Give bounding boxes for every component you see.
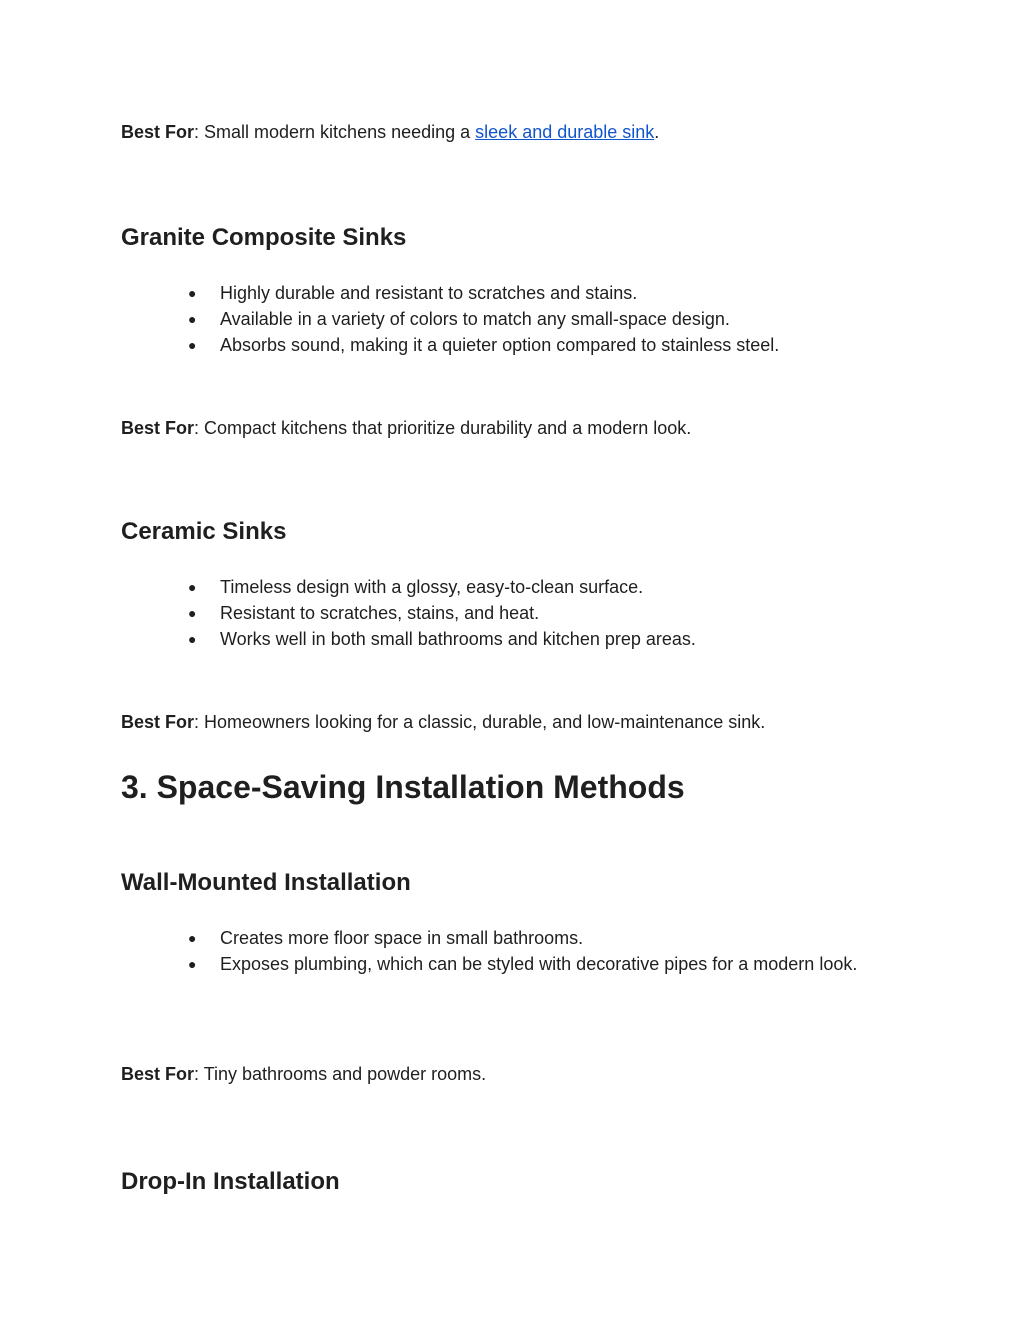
list-item: ● Absorbs sound, making it a quieter option compared to stainless steel. (188, 332, 908, 358)
list-item: ● Works well in both small bathrooms and kitchen prep areas. (188, 626, 908, 652)
intro-text: : Small modern kitchens needing a (194, 122, 476, 142)
wall-mounted-best-for: Best For: Tiny bathrooms and powder rooms. (121, 1064, 487, 1084)
bullet-icon: ● (188, 337, 197, 353)
bullet-icon: ● (188, 311, 197, 327)
best-for-label: Best For (121, 122, 195, 142)
best-for-label: Best For (121, 712, 195, 732)
best-for-label: Best For (121, 418, 195, 438)
bullet-icon: ● (188, 285, 197, 301)
bullet-icon: ● (188, 930, 197, 946)
section-3-heading: 3. Space-Saving Installation Methods (121, 769, 685, 805)
bullet-icon: ● (188, 605, 197, 621)
list-item: ● Highly durable and resistant to scratches and stains. (188, 280, 908, 306)
list-item: ● Timeless design with a glossy, easy-to-clean surface. (188, 574, 908, 600)
list-item: ● Available in a variety of colors to match any small-space design. (188, 306, 908, 332)
list-item: ● Resistant to scratches, stains, and heat. (188, 600, 908, 626)
wall-mounted-list (188, 925, 908, 977)
best-for-label: Best For (121, 1064, 195, 1084)
ceramic-heading: Ceramic Sinks (121, 518, 287, 545)
granite-list (188, 280, 908, 358)
intro-best-for (121, 121, 659, 143)
ceramic-best-for: Best For: Homeowners looking for a classic, durable, and low-maintenance sink. (121, 712, 766, 732)
list-item: ● Creates more floor space in small bathrooms. (188, 925, 908, 951)
intro-text-end: . (654, 122, 660, 142)
granite-heading: Granite Composite Sinks (121, 224, 407, 251)
bullet-icon: ● (188, 579, 197, 595)
bullet-icon: ● (188, 631, 197, 647)
bullet-icon: ● (188, 956, 197, 972)
wall-mounted-heading: Wall-Mounted Installation (121, 869, 411, 896)
sleek-durable-sink-link[interactable]: sleek and durable sink (475, 122, 655, 142)
granite-best-for: Best For: Compact kitchens that prioritize durability and a modern look. (121, 418, 692, 438)
drop-in-heading: Drop-In Installation (121, 1168, 340, 1195)
ceramic-list (188, 574, 908, 652)
list-item: ● Exposes plumbing, which can be styled with decorative pipes for a modern look. (188, 951, 908, 977)
